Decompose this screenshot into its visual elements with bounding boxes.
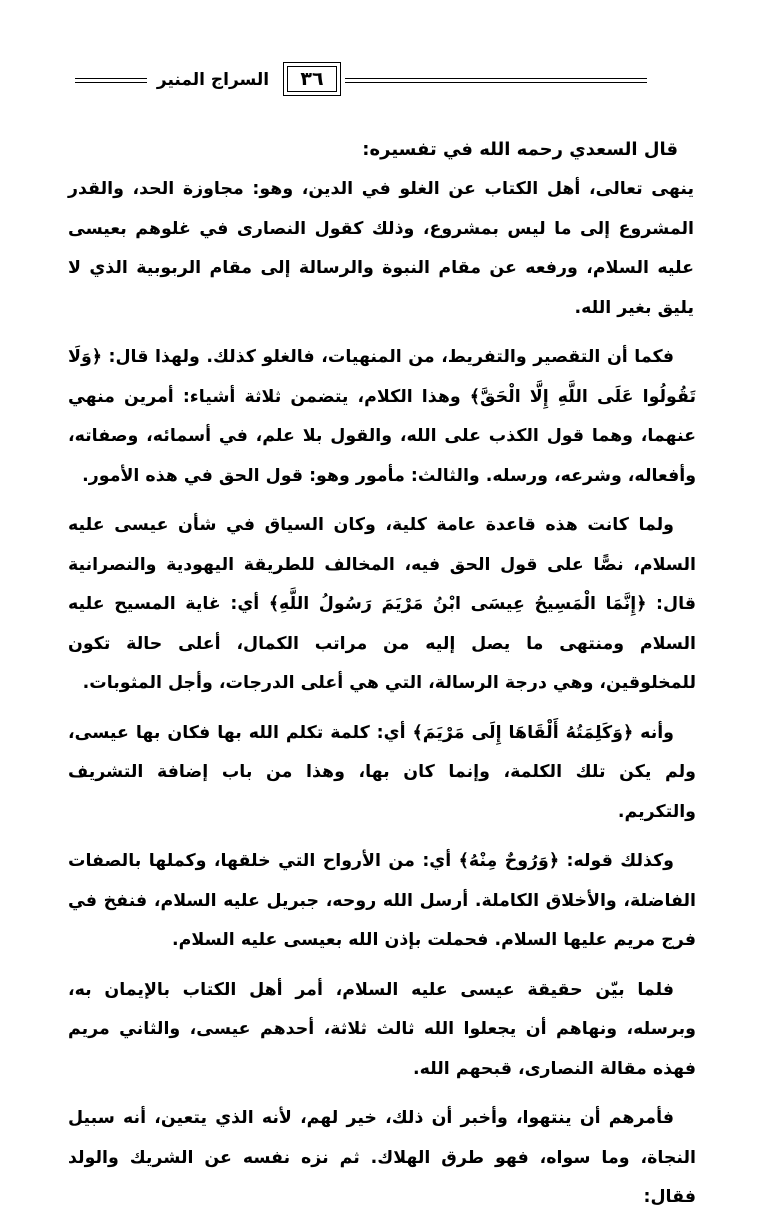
- paragraph: وأنه ﴿وَكَلِمَتُهُ أَلْقَاهَا إِلَى مَرْيَمَ﴾ أي: كلمة تكلم الله بها فكان بها عيسى، ولم يكن تلك الكلمة، وإنما كان بها، وهذا من باب إضافة التشريف والتكريم.: [68, 722, 696, 822]
- paragraph: فلما بيّن حقيقة عيسى عليه السلام، أمر أهل الكتاب بالإيمان به، وبرسله، ونهاهم أن يجعلوا الله ثالث ثلاثة، أحدهم عيسى، والثاني مريم فهذه مقالة النصارى، قبحهم الله.: [68, 979, 696, 1079]
- page-header: [75, 62, 698, 98]
- header-rule-right: [345, 78, 647, 83]
- page-body: [68, 130, 696, 1228]
- header-rule-left: [75, 78, 147, 83]
- running-title: السراج المنير: [156, 70, 270, 90]
- paragraph: فأمرهم أن ينتهوا، وأخبر أن ذلك، خير لهم، لأنه الذي يتعين، أنه سبيل النجاة، وما سواه، فهو طرق الهلاك. ثم نزه نفسه عن الشريك والولد فقال:: [68, 1108, 696, 1207]
- page-number-box: [283, 62, 341, 96]
- page-number: ٣٦: [287, 66, 337, 92]
- paragraph: وكذلك قوله: ﴿وَرُوحٌ مِنْهُ﴾ أي: من الأرواح التي خلقها، وكملها بالصفات الفاضلة، والأخلاق الكاملة. أرسل الله روحه، جبريل عليه السلام، فنفخ في فرج مريم عليها السلام. فحملت بإذن الله بعيسى عليه السلام.: [68, 851, 696, 950]
- paragraph: فكما أن التقصير والتفريط، من المنهيات، فالغلو كذلك. ولهذا قال: ﴿وَلَا تَقُولُوا عَلَى اللَّهِ إِلَّا الْحَقَّ﴾ وهذا الكلام، يتضمن ثلاثة أشياء: أمرين منهي عنهما، وهما قول الكذب على الله، والقول بلا علم، في أسمائه، وصفاته، وأفعاله، وشرعه، ورسله. والثالث: مأمور وهو: قول الحق في هذه الأمور.: [68, 347, 696, 486]
- paragraph: ولما كانت هذه قاعدة عامة كلية، وكان السياق في شأن عيسى عليه السلام، نصًّا على قول الحق فيه، المخالف للطريقة اليهودية والنصرانية قال: ﴿إِنَّمَا الْمَسِيحُ عِيسَى ابْنُ مَرْيَمَ رَسُولُ اللَّهِ﴾ أي: غاية المسيح عليه السلام ومنتهى ما يصل إليه من مراتب الكمال، أعلى حالة تكون للمخلوقين، وهي درجة الرسالة، التي هي أعلى الدرجات، وأجل المثوبات.: [68, 515, 696, 693]
- section-heading: قال السعدي رحمه الله في تفسيره:: [362, 139, 678, 160]
- paragraph: ينهى تعالى، أهل الكتاب عن الغلو في الدين، وهو: مجاوزة الحد، والقدر المشروع إلى ما ليس بمشروع، وذلك كقول النصارى في غلوهم بعيسى عليه السلام، ورفعه عن مقام النبوة والرسالة إلى مقام الربوبية الذي لا يليق بغير الله.: [68, 179, 694, 318]
